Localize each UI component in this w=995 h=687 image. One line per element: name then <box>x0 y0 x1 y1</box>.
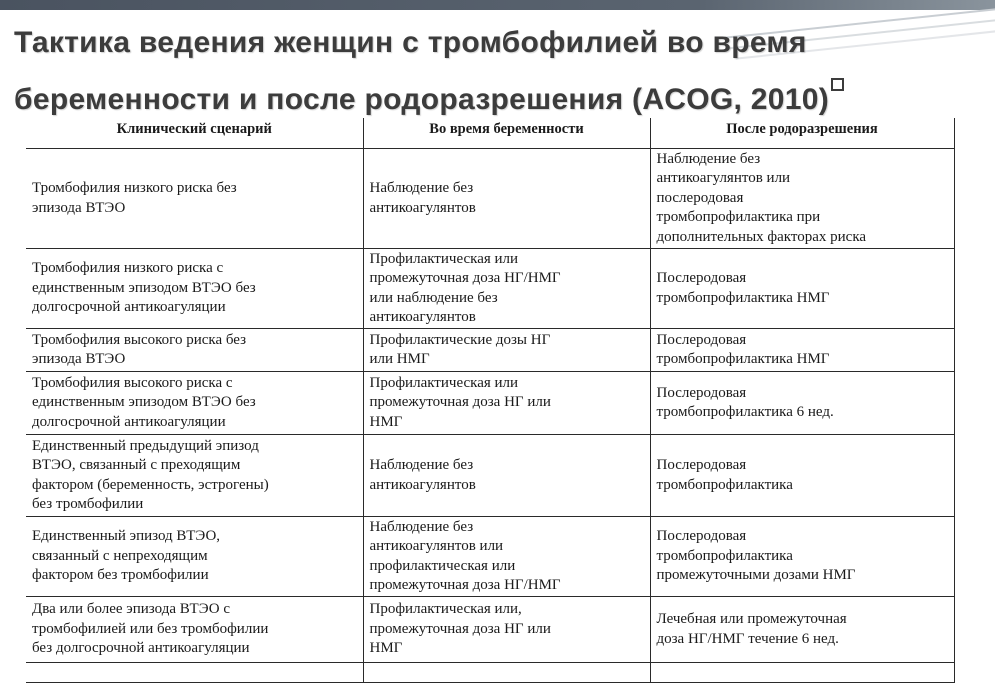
cell-pregnancy: Профилактические дозы НГ или НМГ <box>363 329 650 372</box>
table-row-partial <box>26 663 954 683</box>
slide-title <box>14 14 974 128</box>
cell-postpartum: Послеродовая тромбопрофилактика НМГ <box>650 249 954 329</box>
cell-pregnancy: Наблюдение без антикоагулянтов или профилактическая или промежуточная доза НГ/НМГ <box>363 517 650 597</box>
cell-postpartum: Наблюдение без антикоагулянтов или послеродовая тромбопрофилактика при дополнительных факторах риска <box>650 149 954 249</box>
cell-scenario: Тромбофилия низкого риска без эпизода ВТЭО <box>26 149 363 249</box>
cell-postpartum: Послеродовая тромбопрофилактика НМГ <box>650 329 954 372</box>
table-row <box>26 597 954 663</box>
cell-scenario: Единственный эпизод ВТЭО, связанный с непреходящим фактором без тромбофилии <box>26 517 363 597</box>
title-line-1: Тактика ведения женщин с тромбофилией во время <box>14 26 807 59</box>
cell-pregnancy: Профилактическая или промежуточная доза НГ/НМГ или наблюдение без антикоагулянтов <box>363 249 650 329</box>
header-scenario: Клинический сценарий <box>26 118 363 149</box>
cell-pregnancy: Профилактическая или, промежуточная доза НГ или НМГ <box>363 597 650 663</box>
cell-pregnancy: Наблюдение без антикоагулянтов <box>363 435 650 517</box>
cell-postpartum: Послеродовая тромбопрофилактика 6 нед. <box>650 372 954 435</box>
table-row <box>26 517 954 597</box>
cell-postpartum: Лечебная или промежуточная доза НГ/НМГ течение 6 нед. <box>650 597 954 663</box>
square-bullet-icon <box>831 78 844 91</box>
cell-scenario: Тромбофилия высокого риска с единственным эпизодом ВТЭО без долгосрочной антикоагуляции <box>26 372 363 435</box>
cell-pregnancy: Наблюдение без антикоагулянтов <box>363 149 650 249</box>
cell-scenario: Единственный предыдущий эпизод ВТЭО, связанный с преходящим фактором (беременность, эстрогены) без тромбофилии <box>26 435 363 517</box>
header-pregnancy: Во время беременности <box>363 118 650 149</box>
cell-postpartum: Послеродовая тромбопрофилактика промежуточными дозами НМГ <box>650 517 954 597</box>
table-row <box>26 249 954 329</box>
cell-postpartum: Послеродовая тромбопрофилактика <box>650 435 954 517</box>
title-line-2: беременности и после родоразрешения (ACOG, 2010) <box>14 83 830 116</box>
header-postpartum: После родоразрешения <box>650 118 954 149</box>
cell-pregnancy: Профилактическая или промежуточная доза НГ или НМГ <box>363 372 650 435</box>
table-row <box>26 372 954 435</box>
cell-scenario: Тромбофилия низкого риска с единственным эпизодом ВТЭО без долгосрочной антикоагуляции <box>26 249 363 329</box>
table-row <box>26 149 954 249</box>
cell-scenario: Два или более эпизода ВТЭО с тромбофилией или без тромбофилии без долгосрочной антикоагуляции <box>26 597 363 663</box>
table-header-row <box>26 118 954 149</box>
management-table <box>26 118 955 683</box>
table-row <box>26 329 954 372</box>
table-row <box>26 435 954 517</box>
cell-scenario: Тромбофилия высокого риска без эпизода ВТЭО <box>26 329 363 372</box>
